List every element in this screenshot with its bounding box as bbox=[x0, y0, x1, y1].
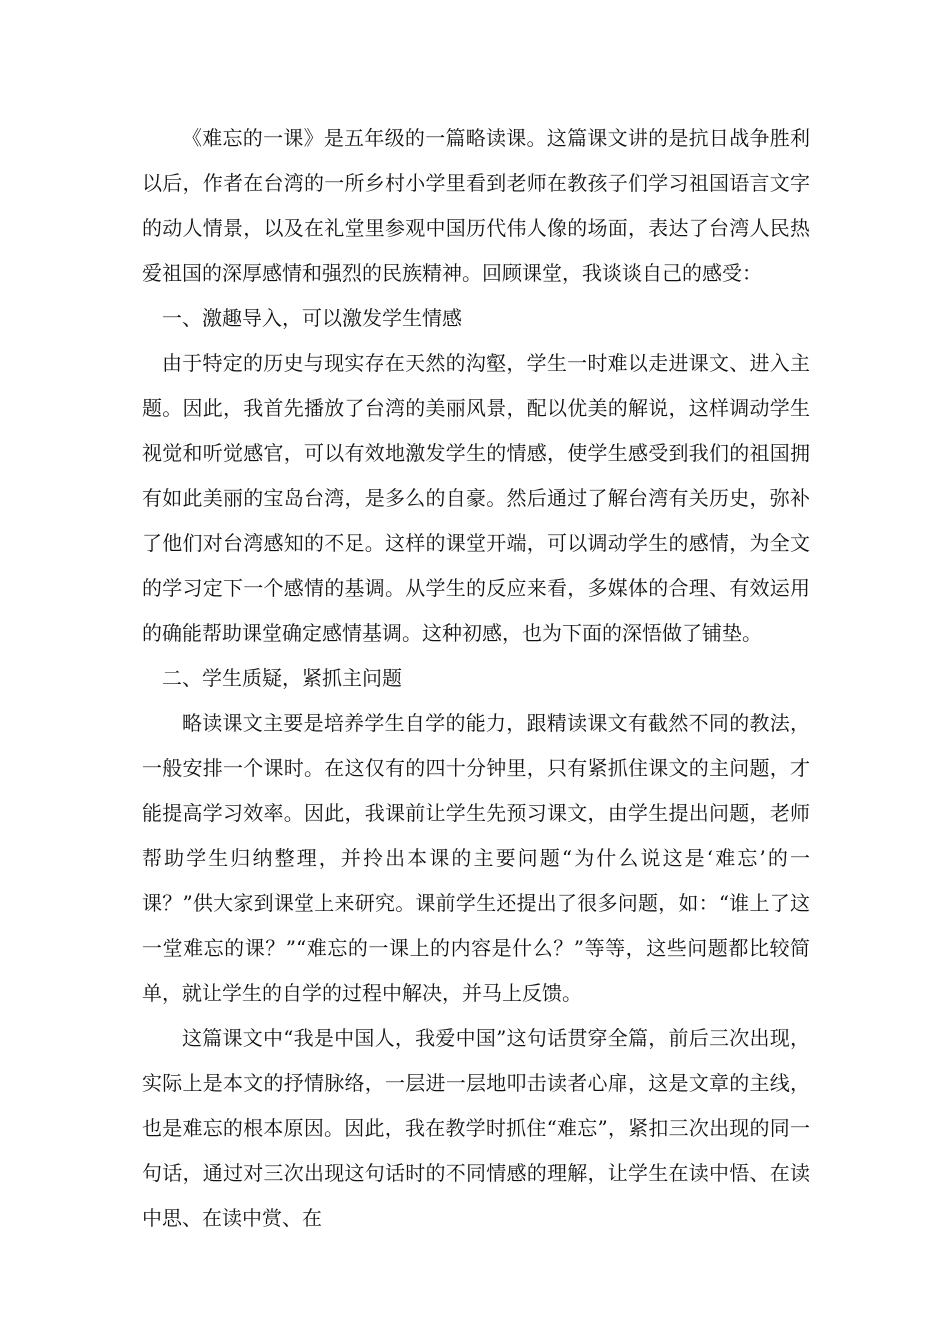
intro-paragraph: 《难忘的一课》是五年级的一篇略读课。这篇课文讲的是抗日战争胜利以后，作者在台湾的一所乡村小学里看到老师在教孩子们学习祖国语言文字的动人情景，以及在礼堂里参观中国历代伟人像的场面，表达了台湾人民热爱祖国的深厚感情和强烈的民族精神。回顾课堂，我谈谈自己的感受： bbox=[142, 126, 810, 285]
section-2-paragraph: 略读课文主要是培养学生自学的能力，跟精读课文有截然不同的教法，一般安排一个课时。在这仅有的四十分钟里，只有紧抓住课文的主问题，才能提高学习效率。因此，我课前让学生先预习课文，由学生提出问题，老师帮助学生归纳整理，并拎出本课的主要问题“为什么说这是‘难忘’的一课？”供大家到课堂上来研究。课前学生还提出了很多问题，如：“谁上了这一堂难忘的课？”“难忘的一课上的内容是什么？”等等，这些问题都比较简单，就让学生的自学的过程中解决，并马上反馈。 bbox=[142, 711, 810, 1005]
document-body bbox=[142, 116, 810, 1241]
section-heading-2: 二、学生质疑，紧抓主问题 bbox=[162, 666, 402, 690]
section-1-paragraph: 由于特定的历史与现实存在天然的沟壑，学生一时难以走进课文、进入主题。因此，我首先播放了台湾的美丽风景，配以优美的解说，这样调动学生视觉和听觉感官，可以有效地激发学生的情感，使学生感受到我们的祖国拥有如此美丽的宝岛台湾，是多么的自豪。然后通过了解台湾有关历史，弥补了他们对台湾感知的不足。这样的课堂开端，可以调动学生的感情，为全文的学习定下一个感情的基调。从学生的反应来看，多媒体的合理、有效运用的确能帮助课堂确定感情基调。这种初感，也为下面的深悟做了铺垫。 bbox=[142, 351, 810, 645]
section-heading-1: 一、激趣导入，可以激发学生情感 bbox=[162, 306, 462, 330]
section-2-paragraph-2: 这篇课文中“我是中国人，我爱中国”这句话贯穿全篇，前后三次出现，实际上是本文的抒情脉络，一层进一层地叩击读者心扉，这是文章的主线，也是难忘的根本原因。因此，我在教学时抓住“难忘”，紧扣三次出现的同一句话，通过对三次出现这句话时的不同情感的理解，让学生在读中悟、在读中思、在读中赏、在 bbox=[142, 1026, 810, 1230]
